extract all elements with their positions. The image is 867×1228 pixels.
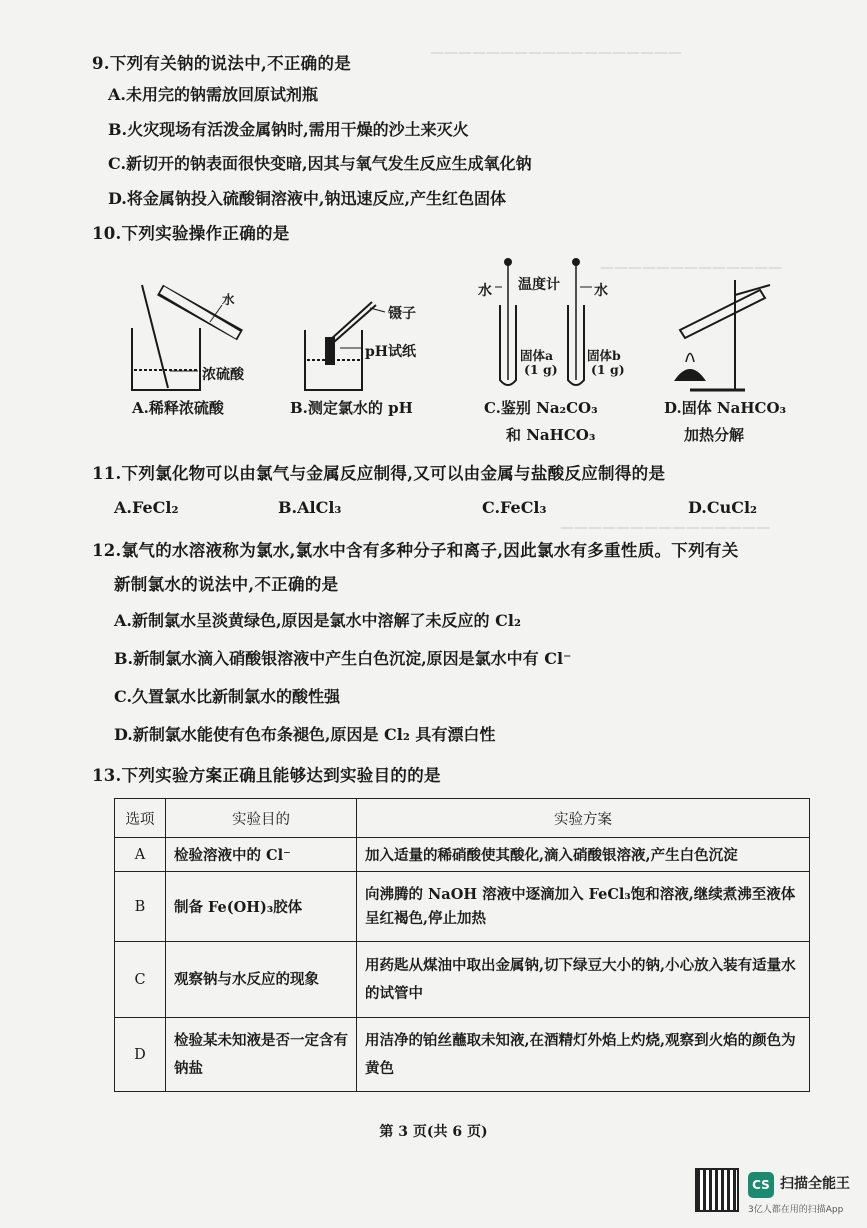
question-12-stem-line1: 12.氯气的水溶液称为氯水,氯水中含有多种分子和离子,因此氯水有多重性质。下列有关 <box>92 541 739 560</box>
question-11-option-a: A.FeCl₂ <box>114 498 179 517</box>
qr-code-icon <box>695 1168 739 1212</box>
question-11-option-c: C.FeCl₃ <box>482 498 547 517</box>
table-row <box>115 1018 810 1092</box>
question-12-option-c: C.久置氯水比新制氯水的酸性强 <box>114 687 341 706</box>
question-10-caption-d2: 加热分解 <box>684 426 745 444</box>
table-header-row <box>115 799 810 838</box>
question-12-option-a: A.新制氯水呈淡黄绿色,原因是氯水中溶解了未反应的 Cl₂ <box>114 611 521 630</box>
table-header-option: 选项 <box>115 799 166 838</box>
table-cell-plan: 向沸腾的 NaOH 溶液中逐滴加入 FeCl₃饱和溶液,继续煮沸至液体呈红褐色,停止加热 <box>357 872 810 942</box>
bleed-through-text: —————————————————— <box>430 45 682 61</box>
question-10-caption-c1: C.鉴别 Na₂CO₃ <box>484 399 598 417</box>
question-10-caption-b: B.测定氯水的 pH <box>290 399 413 417</box>
table-cell-plan: 用药匙从煤油中取出金属钠,切下绿豆大小的钠,小心放入装有适量水的试管中 <box>357 942 810 1018</box>
question-9-stem: 9.下列有关钠的说法中,不正确的是 <box>92 54 352 73</box>
question-10-stem: 10.下列实验操作正确的是 <box>92 224 290 243</box>
question-9-option-b: B.火灾现场有活泼金属钠时,需用干燥的沙土来灭火 <box>108 120 469 139</box>
question-12-stem-line2: 新制氯水的说法中,不正确的是 <box>114 575 339 594</box>
question-11-option-b: B.AlCl₃ <box>278 498 342 517</box>
page-number-footer: 第 3 页(共 6 页) <box>379 1124 488 1140</box>
table-cell-plan: 用洁净的铂丝蘸取未知液,在酒精灯外焰上灼烧,观察到火焰的颜色为黄色 <box>357 1018 810 1092</box>
table-cell-goal: 检验某未知液是否一定含有钠盐 <box>166 1018 357 1092</box>
label-water-c2: 水 <box>594 283 608 299</box>
table-cell-option: D <box>115 1018 166 1092</box>
table-cell-goal: 观察钠与水反应的现象 <box>166 942 357 1018</box>
question-9-option-d: D.将金属钠投入硫酸铜溶液中,钠迅速反应,产生红色固体 <box>108 189 507 208</box>
table-cell-option: B <box>115 872 166 942</box>
question-13-stem: 13.下列实验方案正确且能够达到实验目的的是 <box>92 766 441 785</box>
question-11-option-d: D.CuCl₂ <box>688 498 758 517</box>
table-header-plan: 实验方案 <box>357 799 810 838</box>
label-water-c1: 水 <box>478 283 492 299</box>
table-row <box>115 942 810 1018</box>
label-thermometer: 温度计 <box>518 277 560 293</box>
question-9-option-c: C.新切开的钠表面很快变暗,因其与氧气发生反应生成氧化钠 <box>108 154 532 173</box>
camscanner-logo-icon: CS <box>748 1172 774 1198</box>
label-tweezers: 镊子 <box>388 306 416 322</box>
bleed-through-text: ————————————— <box>600 260 782 276</box>
label-solid-b: 固体b <box>587 348 621 363</box>
lab-apparatus-figure <box>0 250 867 450</box>
label-solid-a-mass: (1 g) <box>524 362 558 377</box>
label-solid-a: 固体a <box>520 348 554 363</box>
question-10-caption-d1: D.固体 NaHCO₃ <box>664 399 787 417</box>
experiment-table <box>114 798 810 1092</box>
table-row <box>115 838 810 872</box>
table-cell-option: A <box>115 838 166 872</box>
table-header-goal: 实验目的 <box>166 799 357 838</box>
label-conc-sulfuric-acid: 浓硫酸 <box>202 367 244 383</box>
label-solid-b-mass: (1 g) <box>591 362 625 377</box>
table-cell-option: C <box>115 942 166 1018</box>
question-12-option-d: D.新制氯水能使有色布条褪色,原因是 Cl₂ 具有漂白性 <box>114 725 496 744</box>
label-water-a: 水 <box>222 292 235 307</box>
table-row <box>115 872 810 942</box>
question-9-option-a: A.未用完的钠需放回原试剂瓶 <box>108 85 318 104</box>
table-cell-goal: 制备 Fe(OH)₃胶体 <box>166 872 357 942</box>
question-11-stem: 11.下列氯化物可以由氯气与金属反应制得,又可以由金属与盐酸反应制得的是 <box>92 464 666 483</box>
question-10-caption-a: A.稀释浓硫酸 <box>132 399 224 417</box>
scanner-app-name: 扫描全能王 <box>780 1176 850 1192</box>
label-ph-paper: pH试纸 <box>365 344 417 360</box>
bleed-through-text: ——————————————— <box>560 520 770 536</box>
table-cell-plan: 加入适量的稀硝酸使其酸化,滴入硝酸银溶液,产生白色沉淀 <box>357 838 810 872</box>
scanner-app-tagline: 3亿人都在用的扫描App <box>748 1205 844 1215</box>
question-10-caption-c2: 和 NaHCO₃ <box>506 426 596 444</box>
table-cell-goal: 检验溶液中的 Cl⁻ <box>166 838 357 872</box>
question-12-option-b: B.新制氯水滴入硝酸银溶液中产生白色沉淀,原因是氯水中有 Cl⁻ <box>114 649 572 668</box>
